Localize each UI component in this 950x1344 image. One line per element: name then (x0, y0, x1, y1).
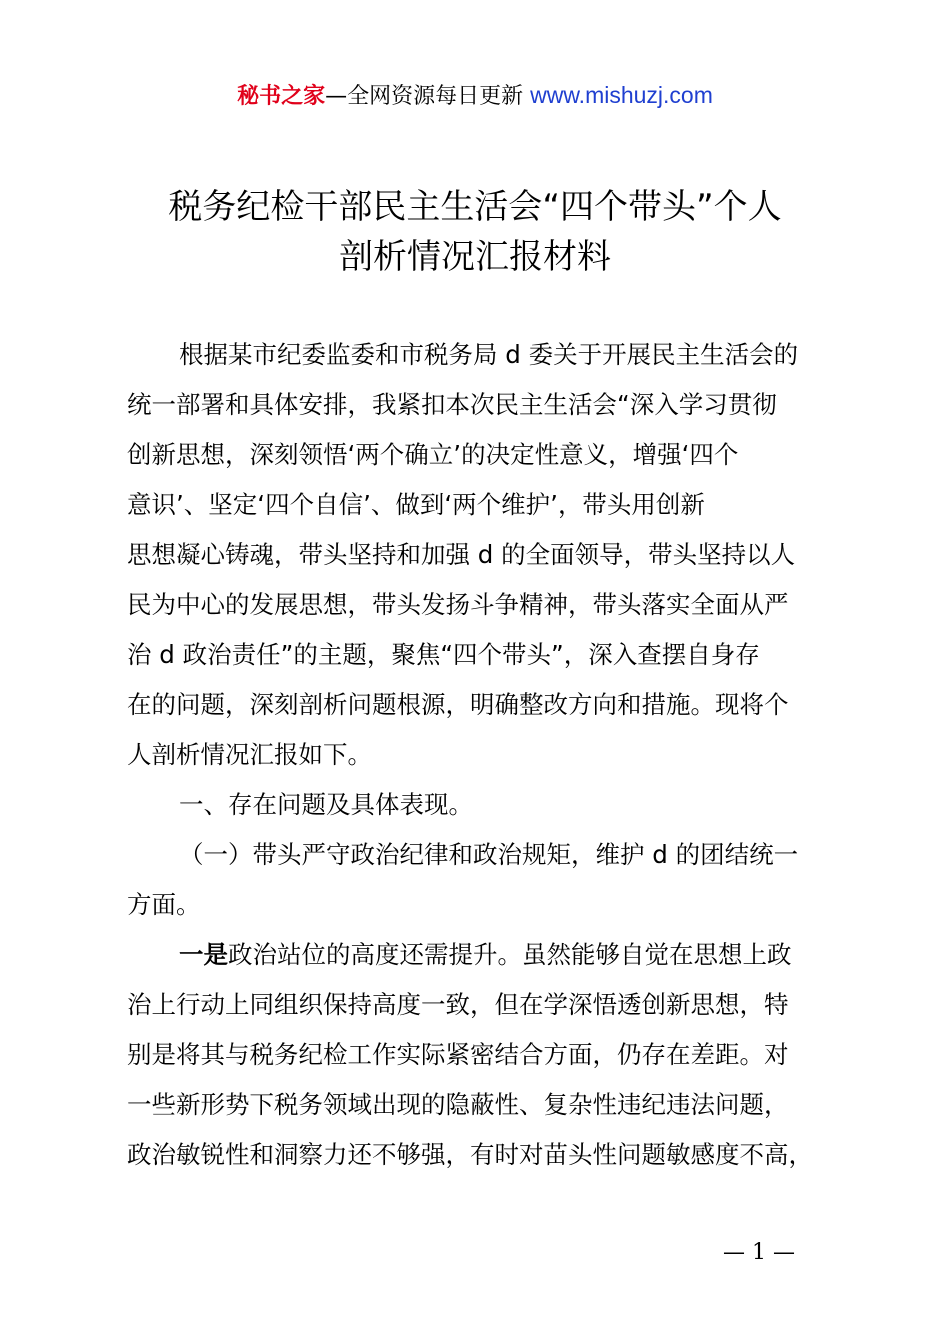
body-line: 根据某市纪委监委和市税务局 d 委关于开展民主生活会的 (179, 340, 799, 369)
body-line: 政治敏锐性和洞察力还不够强，有时对苗头性问题敏感度不高， (127, 1140, 813, 1169)
header-slogan: 全网资源每日更新 (347, 84, 524, 109)
point-paragraph-start (127, 930, 837, 980)
document-body (127, 330, 837, 1180)
body-line: 别是将其与税务纪检工作实际紧密结合方面，仍存在差距。对 (127, 1040, 789, 1069)
section-heading: 一、存在问题及具体表现。 (179, 790, 473, 819)
body-line: 统一部署和具体安排，我紧扣本次民主生活会“深入学习贯彻 (127, 390, 777, 419)
page-footer (0, 1238, 950, 1268)
header-dash: — (325, 84, 348, 109)
site-url-link[interactable]: www.mishuzj.com (530, 82, 713, 108)
body-line: 治 d 政治责任”的主题，聚焦“四个带头”，深入查摆自身存 (127, 640, 760, 669)
document-title (100, 182, 850, 282)
body-line: 人剖析情况汇报如下。 (127, 740, 372, 769)
point-lead: 一是 (179, 940, 228, 969)
body-line: 治上行动上同组织保持高度一致，但在学深悟透创新思想，特 (127, 990, 789, 1019)
brand-name: 秘书之家 (237, 84, 326, 109)
body-line: 方面。 (127, 890, 201, 919)
body-line: 民为中心的发展思想，带头发扬斗争精神，带头落实全面从严 (127, 590, 789, 619)
title-line-1: 税务纪检干部民主生活会“四个带头”个人 (168, 187, 782, 227)
body-line: 思想凝心铸魂，带头坚持和加强 d 的全面领导，带头坚持以人 (127, 540, 796, 569)
subsection-heading: （一）带头严守政治纪律和政治规矩，维护 d 的团结统一 (179, 840, 799, 869)
body-line: 意识’、坚定‘四个自信’、做到‘两个维护’，带头用创新 (127, 490, 705, 519)
body-line: 创新思想，深刻领悟‘两个确立’的决定性意义，增强‘四个 (127, 440, 739, 469)
page-number: — 1 — (723, 1240, 795, 1265)
body-line: 在的问题，深刻剖析问题根源，明确整改方向和措施。现将个 (127, 690, 789, 719)
title-line-2: 剖析情况汇报材料 (339, 237, 611, 277)
point-text: 政治站位的高度还需提升。虽然能够自觉在思想上政 (228, 940, 792, 969)
site-header (0, 78, 950, 114)
body-line: 一些新形势下税务领域出现的隐蔽性、复杂性违纪违法问题， (127, 1090, 789, 1119)
